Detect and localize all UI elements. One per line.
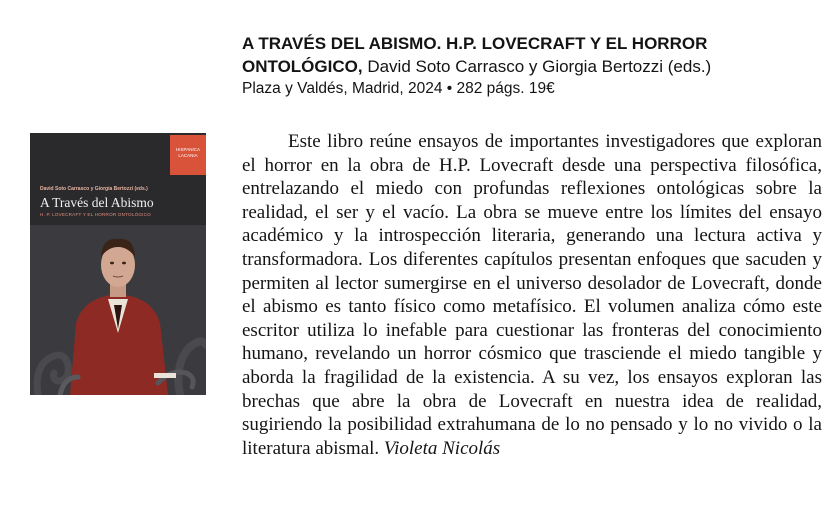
book-title: A TRAVÉS DEL ABISMO. H.P. LOVECRAFT Y EL HORROR ONTOLÓGICO, (242, 34, 708, 76)
series-tag: HISPANICA LACANIA (170, 135, 206, 175)
review-body (242, 130, 822, 460)
reviewer-signature: Violeta Nicolás (383, 437, 501, 459)
cover-authors: David Soto Carrasco y Giorgia Bertozzi (eds.) (40, 186, 148, 192)
publication-info: Plaza y Valdés, Madrid, 2024 • 282 págs. 19€ (242, 80, 555, 97)
book-editors: David Soto Carrasco y Giorgia Bertozzi (eds.) (367, 57, 712, 76)
cover-subtitle: H. P. LOVECRAFT Y EL HORROR ONTOLÓGICO (40, 212, 151, 217)
book-header (242, 32, 822, 99)
review-text: Este libro reúne ensayos de importantes investigadores que exploran el horror en la obra de H.P. Lovecraft desde una perspectiva filosófica, entrelazando el miedo con profundas reflexiones ontológicas sobre la realidad, el ser y el vacío. La obra se mueve entre los límites del ensayo académico y la introspección literaria, generando una lectura activa y transformadora. Los diferentes capítulos presentan enfoques que sacuden y permiten al lector sumergirse en el universo desolador de Lovecraft, donde el abismo es tanto físico como metafísico. El volumen analiza cómo este escritor utiliza lo inefable para cuestionar las fronteras del conocimiento humano, revelando un horror cósmico que trasciende el miedo tangible y aborda la fragilidad de la existencia. A su vez, los ensayos exploran las brechas que abre la obra de Lovecraft en nuestra idea de realidad, sugiriendo la posibilidad extrahumana de lo no pensado y lo no vivido o la literatura abismal. (242, 131, 822, 459)
book-cover (30, 133, 206, 395)
cover-title: A Través del Abismo (40, 195, 154, 210)
